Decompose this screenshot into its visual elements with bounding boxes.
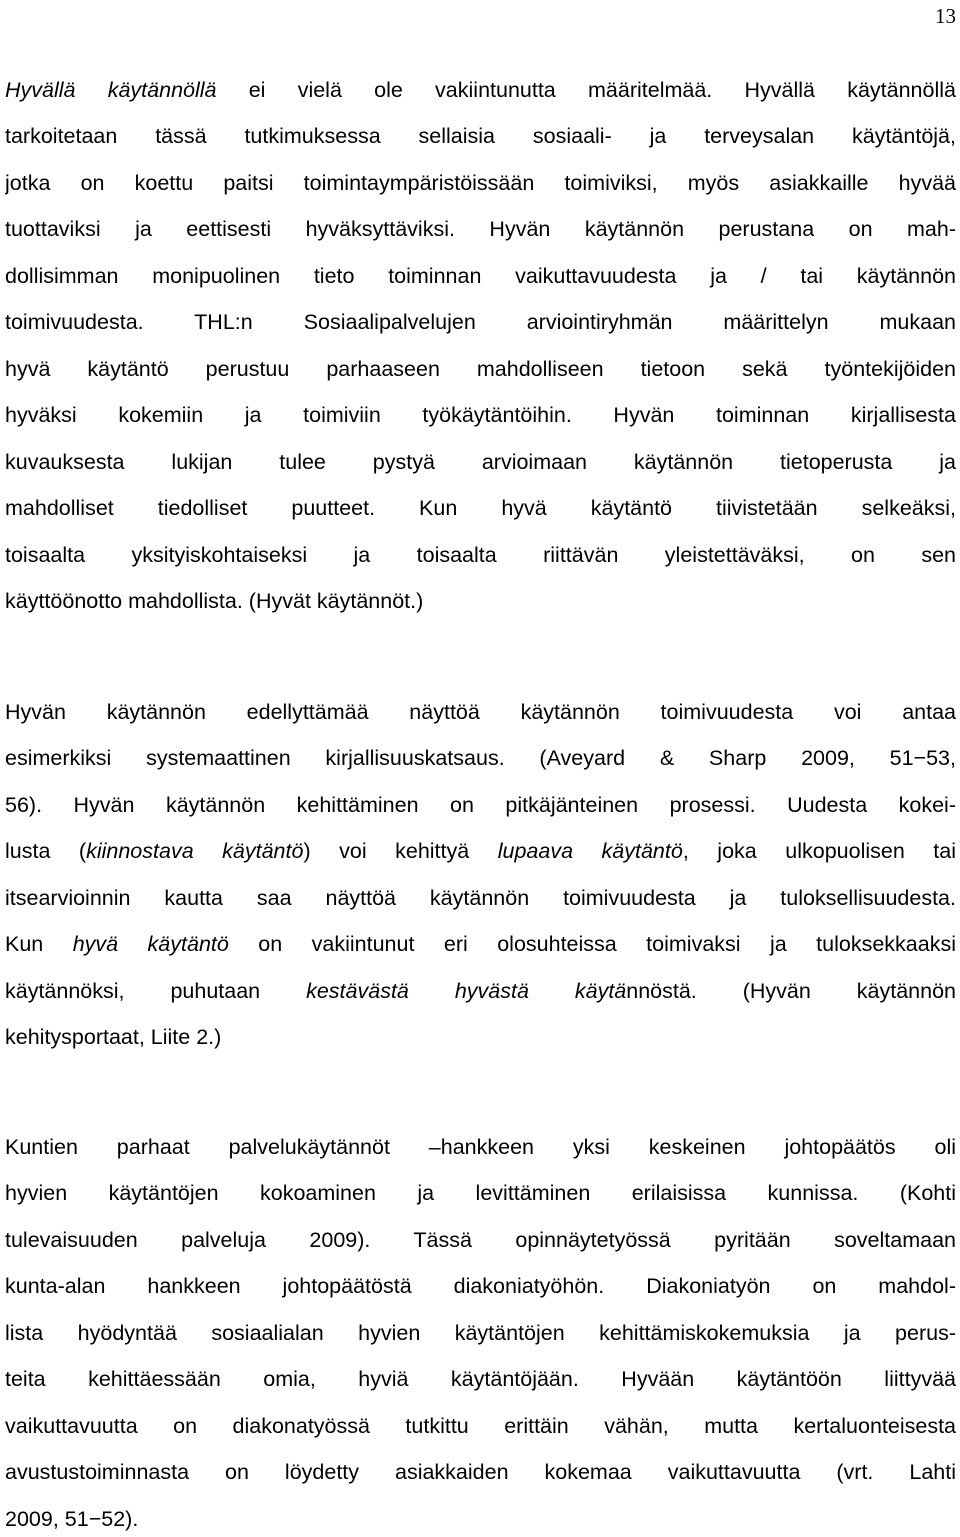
text-line bbox=[5, 700, 956, 730]
text-run: kuvauksesta lukijan tulee pystyä arvioimaan käytännön tietoperusta ja bbox=[5, 449, 956, 474]
text-line bbox=[5, 450, 956, 480]
text-run: itsearvioinnin kautta saa näyttöä käytännön toimivuudesta ja tuloksellisuudesta. bbox=[5, 885, 956, 910]
text-line bbox=[5, 1414, 956, 1444]
text-run: hyväksi kokemiin ja toimiviin työkäytäntöihin. Hyvän toiminnan kirjallisesta bbox=[5, 403, 956, 428]
text-run: hyvä käytäntö perustuu parhaaseen mahdolliseen tietoon sekä työntekijöiden bbox=[5, 356, 956, 381]
text-run: teita kehittäessään omia, hyviä käytäntöjään. Hyvään käytäntöön liittyvää bbox=[5, 1367, 956, 1392]
text-line bbox=[5, 543, 956, 573]
text-run: 2009, 51−52). bbox=[5, 1506, 139, 1531]
text-run: ) voi kehittyä bbox=[303, 839, 498, 864]
text-run: jotka on koettu paitsi toimintaympäristöissään toimiviksi, myös asiakkaille hyvää bbox=[5, 170, 956, 195]
italic-term: kiinnostava käytäntö bbox=[86, 839, 304, 864]
text-run: tarkoitetaan tässä tutkimuksessa sellaisia sosiaali- ja terveysalan käytäntöjä, bbox=[5, 124, 956, 149]
italic-term: lupaava käytäntö bbox=[497, 839, 683, 864]
text-run: lusta ( bbox=[5, 839, 87, 864]
text-line bbox=[5, 589, 956, 619]
text-line bbox=[5, 264, 956, 294]
text-line bbox=[5, 217, 956, 247]
text-line bbox=[5, 78, 956, 108]
text-line bbox=[5, 979, 956, 1009]
text-run: Kuntien parhaat palvelukäytännöt –hankkeen yksi keskeinen johtopäätös oli bbox=[5, 1135, 956, 1159]
text-line bbox=[5, 839, 956, 869]
text-run: mahdolliset tiedolliset puutteet. Kun hyvä käytäntö tiivistetään selkeäksi, bbox=[5, 496, 956, 521]
text-line bbox=[5, 171, 956, 201]
text-line bbox=[5, 1507, 956, 1537]
text-run: kehitysportaat, Liite 2.) bbox=[5, 1025, 222, 1050]
text-line bbox=[5, 403, 956, 433]
text-line bbox=[5, 1460, 956, 1490]
text-run: toisaalta yksityiskohtaiseksi ja toisaalta riittävän yleistettäväksi, on sen bbox=[5, 542, 956, 567]
text-line bbox=[5, 746, 956, 776]
text-line bbox=[5, 310, 956, 340]
text-line bbox=[5, 1025, 956, 1055]
text-run: 56). Hyvän käytännön kehittäminen on pitkäjänteinen prosessi. Uudesta kokei- bbox=[5, 792, 956, 817]
text-line bbox=[5, 1274, 956, 1304]
text-run: vaikuttavuutta on diakonatyössä tutkittu erittäin vähän, mutta kertaluonteisesta bbox=[5, 1413, 956, 1438]
text-run: nnöstä. (Hyvän käytännön bbox=[626, 978, 956, 1003]
text-run: käytännöksi, puhutaan bbox=[5, 978, 307, 1003]
text-line bbox=[5, 932, 956, 962]
text-run: avustustoiminnasta on löydetty asiakkaiden kokemaa vaikuttavuutta (vrt. Lahti bbox=[5, 1460, 956, 1485]
text-line bbox=[5, 496, 956, 526]
text-run: Hyvän käytännön edellyttämää näyttöä käytännön toimivuudesta voi antaa bbox=[5, 700, 956, 724]
text-run: esimerkiksi systemaattinen kirjallisuuskatsaus. (Aveyard & Sharp 2009, 51−53, bbox=[5, 746, 956, 771]
text-line bbox=[5, 124, 956, 154]
text-line bbox=[5, 1228, 956, 1258]
text-run: tulevaisuuden palveluja 2009). Tässä opinnäytetyössä pyritään soveltamaan bbox=[5, 1227, 956, 1252]
text-run: ei vielä ole vakiintunutta määritelmää. Hyvällä käytännöllä bbox=[216, 78, 956, 102]
text-run: Kun bbox=[5, 932, 73, 957]
text-run: on vakiintunut eri olosuhteissa toimivaksi ja tuloksekkaaksi bbox=[228, 932, 956, 957]
text-line bbox=[5, 793, 956, 823]
text-run: hyvien käytäntöjen kokoaminen ja levittäminen erilaisissa kunnissa. (Kohti bbox=[5, 1181, 956, 1206]
italic-term: Hyvällä käytännöllä bbox=[5, 78, 217, 102]
page-number: 13 bbox=[935, 4, 956, 28]
italic-term: hyvä käytäntö bbox=[72, 932, 229, 957]
text-line bbox=[5, 886, 956, 916]
text-line bbox=[5, 357, 956, 387]
text-line bbox=[5, 1135, 956, 1165]
text-run: käyttöönotto mahdollista. (Hyvät käytännöt.) bbox=[5, 588, 424, 613]
text-line bbox=[5, 1367, 956, 1397]
text-run: toimivuudesta. THL:n Sosiaalipalvelujen arviointiryhmän määrittelyn mukaan bbox=[5, 310, 956, 335]
text-line bbox=[5, 1321, 956, 1351]
text-line bbox=[5, 1181, 956, 1211]
text-run: kunta-alan hankkeen johtopäätöstä diakoniatyöhön. Diakoniatyön on mahdol- bbox=[5, 1274, 956, 1299]
text-run: dollisimman monipuolinen tieto toiminnan vaikuttavuudesta ja / tai käytännön bbox=[5, 263, 956, 288]
text-run: lista hyödyntää sosiaalialan hyvien käytäntöjen kehittämiskokemuksia ja perus- bbox=[5, 1320, 956, 1345]
text-run: tuottaviksi ja eettisesti hyväksyttäviksi. Hyvän käytännön perustana on mah- bbox=[5, 217, 956, 242]
italic-term: kestävästä hyvästä käytä bbox=[306, 978, 627, 1003]
text-run: , joka ulkopuolisen tai bbox=[682, 839, 956, 864]
